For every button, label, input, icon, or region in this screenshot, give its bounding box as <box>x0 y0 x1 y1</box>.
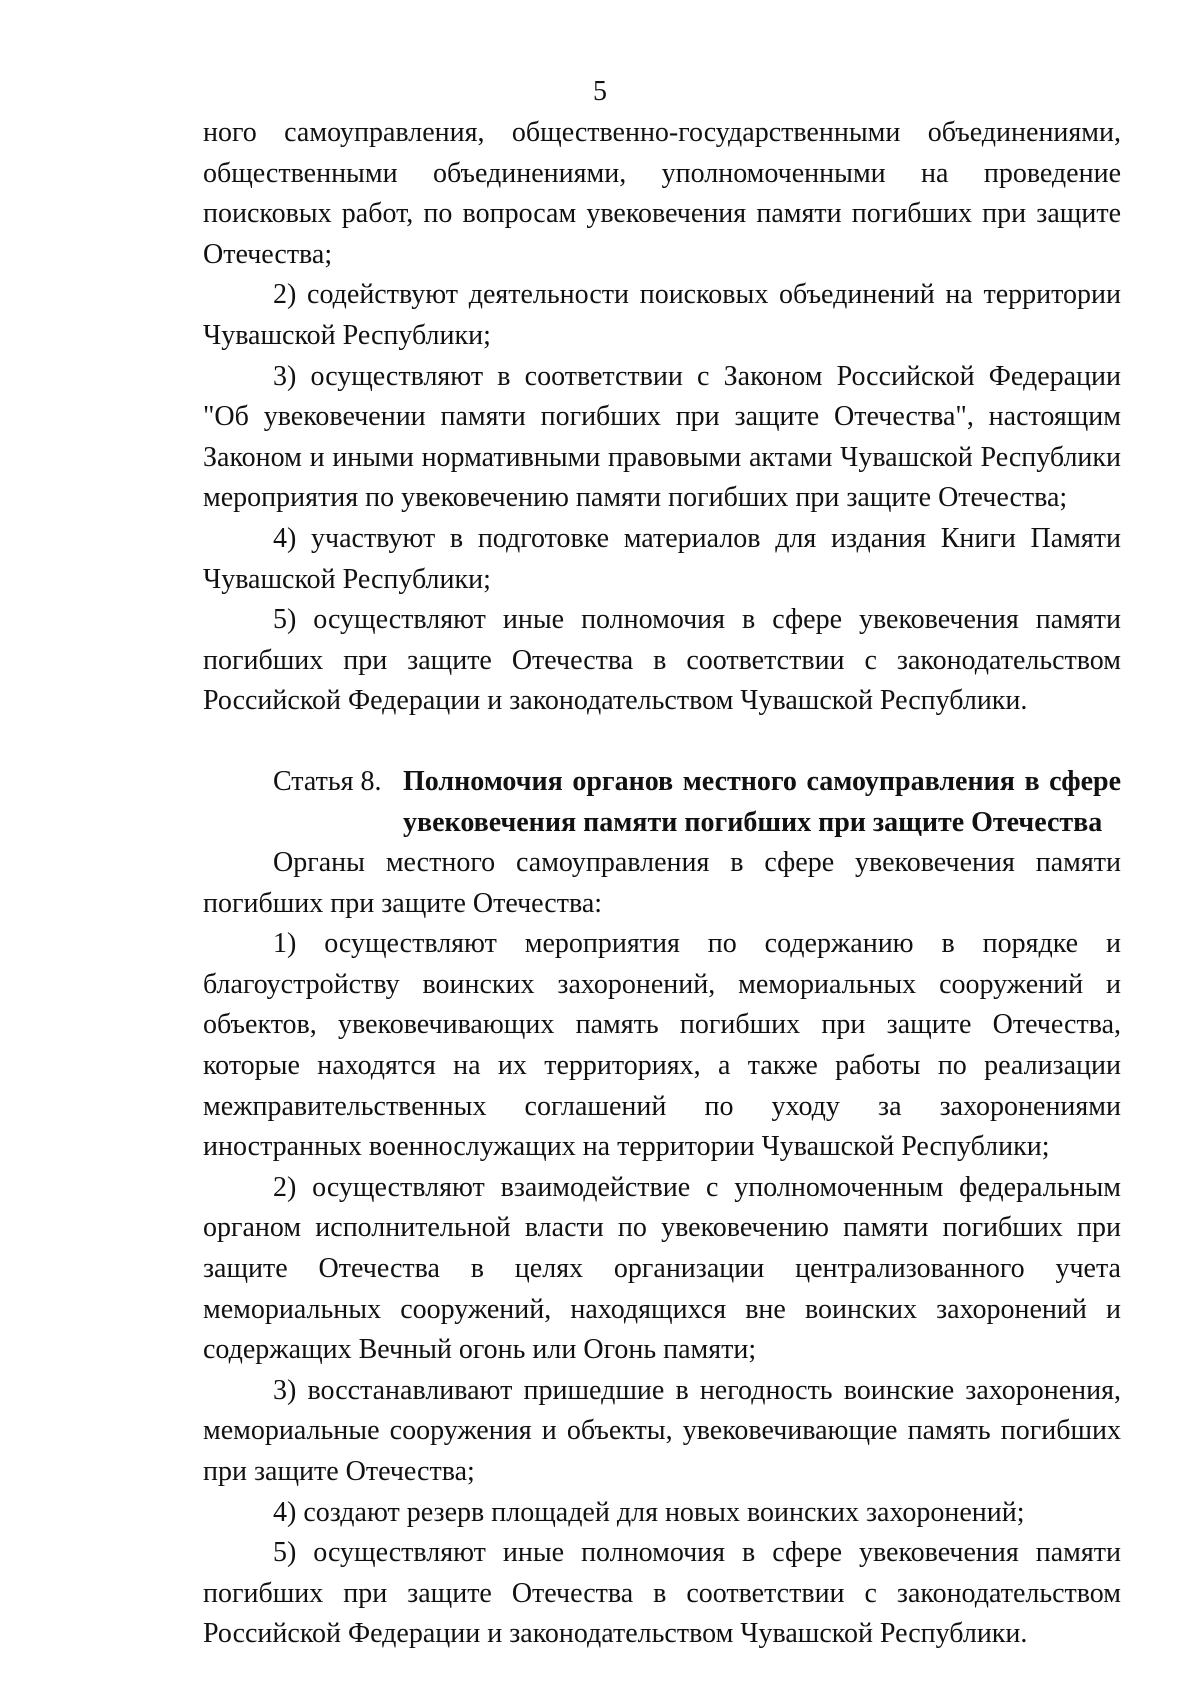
paragraph-article-item-2: 2) осуществляют взаимодействие с уполномоченным федеральным органом исполнительной власти по увековечению памяти погибших при защите Отечества в целях организации централизованного учета мемориальных сооружений, находящихся вне воинских захоронений и содержащих Вечный огонь или Огонь памяти; <box>203 1171 1121 1366</box>
paragraph-article-item-3: 3) восстанавливают пришедшие в негодность воинские захоронения, мемориальные сооружения и объекты, увековечивающие память погибших при защите Отечества; <box>203 1374 1121 1487</box>
paragraph-continuation: ного самоуправления, общественно-государственными объединениями, общественными объединениями, уполномоченными на проведение поисковых работ, по вопросам увековечения памяти погибших при защите Отечества; <box>203 117 1121 270</box>
paragraph-item-5: 5) осуществляют иные полномочия в сфере увековечения памяти погибших при защите Отечества в соответствии с законодательством Российской Федерации и законодательством Чувашской Республики. <box>203 604 1121 717</box>
paragraph-article-item-4: 4) создают резерв площадей для новых воинских захоронений; <box>273 1496 1025 1528</box>
article-label: Статья 8. <box>273 765 382 797</box>
paragraph-item-2: 2) содействуют деятельности поисковых объединений на территории Чувашской Республики; <box>203 279 1121 351</box>
document-body <box>203 113 1121 1655</box>
article-heading <box>203 762 1121 843</box>
article-title: Полномочия органов местного самоуправления в сфере увековечения памяти погибших при защите Отечества <box>403 765 1121 838</box>
paragraph-item-4: 4) участвуют в подготовке материалов для издания Книги Памяти Чувашской Республики; <box>203 522 1121 595</box>
paragraph-article-item-1: 1) осуществляют мероприятия по содержанию в порядке и благоустройству воинских захоронений, мемориальных сооружений и объектов, увековечивающих память погибших при защите Отечества, которые находятся на их территориях, а также работы по реализации межправительственных соглашений по уходу за захоронениями иностранных военнослужащих на территории Чувашской Республики; <box>203 928 1121 1163</box>
paragraph-article-intro: Органы местного самоуправления в сфере увековечения памяти погибших при защите Отечества: <box>203 847 1121 919</box>
paragraph-item-3: 3) осуществляют в соответствии с Законом Российской Федерации "Об увековечении памяти погибших при защите Отечества", настоящим Законом и иными нормативными правовыми актами Чувашской Республики мероприятия по увековечению памяти погибших при защите Отечества; <box>203 360 1121 514</box>
page-number: 5 <box>593 76 607 107</box>
paragraph-article-item-5: 5) осуществляют иные полномочия в сфере увековечения памяти погибших при защите Отечества в соответствии с законодательством Российской Федерации и законодательством Чувашской Республики. <box>203 1537 1121 1650</box>
